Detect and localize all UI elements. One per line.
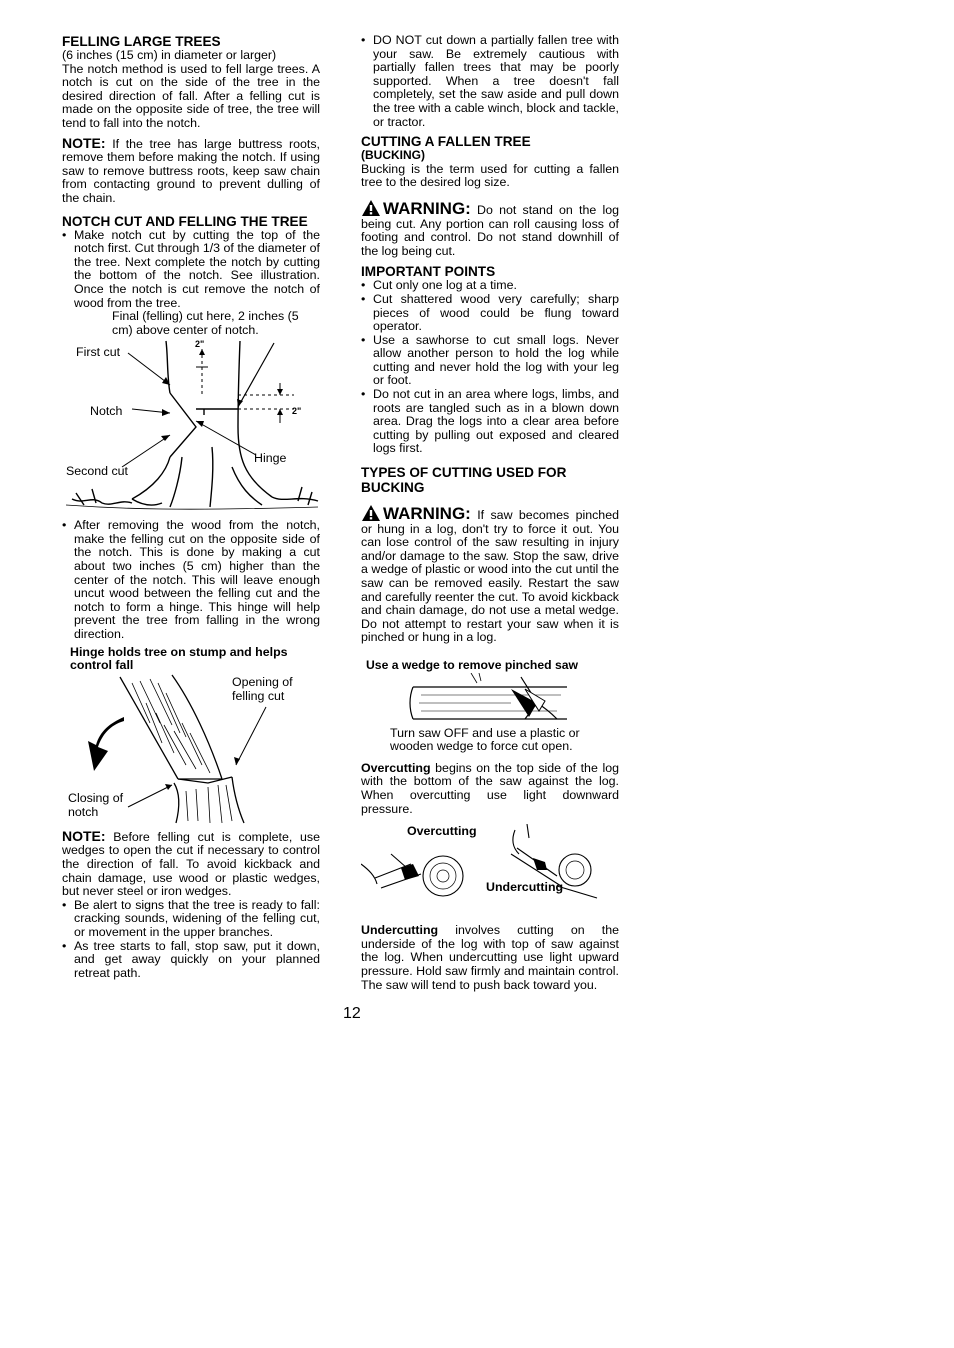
wedge-diagram — [361, 673, 619, 727]
label-opening-text: Opening of felling cut — [232, 674, 293, 703]
important-point: • Use a sawhorse to cut small logs. Never allow another person to hold the log while cutting and never hold the log with your leg or foot. — [361, 334, 619, 388]
wedge-illustration — [361, 673, 619, 727]
wedge-subcaption: Turn saw OFF and use a plastic or wooden wedge to force cut open. — [390, 725, 580, 754]
note-text: If the tree has large buttress roots, remove them before making the notch. If using saw to remove buttress roots, keep saw chain from contacting ground to prevent dulling of the chain. — [62, 136, 320, 205]
undercutting-paragraph — [361, 924, 619, 992]
note2-text: Before felling cut is complete, use wedges to open the cut if necessary to control the direction of fall. To avoid kickback and chain damage, use wood or plastic wedges, but never steel or iron wedges. — [62, 829, 320, 899]
notch-list-2 — [62, 519, 320, 641]
felling-heading: FELLING LARGE TREES — [62, 34, 221, 49]
note-label: NOTE: — [62, 134, 106, 151]
label-hinge: Hinge — [254, 451, 287, 466]
page-number: 12 — [343, 1005, 361, 1022]
bullet-fall: • As tree starts to fall, stop saw, put it down, and get away quickly on your planned retreat path. — [62, 940, 320, 981]
important-point: • Do not cut in an area where logs, limbs, and roots are tangled such as in a blown down area. Drag the logs into a clear area before cutting by pulling out exposed and cleared logs first. — [361, 388, 619, 456]
types-heading: TYPES OF CUTTING USED FOR BUCKING — [361, 465, 567, 496]
label-dim-top: 2" — [195, 339, 205, 350]
left-column — [62, 34, 320, 980]
fallen-heading: CUTTING A FALLEN TREE — [361, 134, 531, 150]
overcutting-term: Overcutting — [361, 760, 431, 775]
warning-word: WARNING: — [383, 198, 471, 218]
final-cut-caption: Final (felling) cut here, 2 inches (5 cm) above center of notch. — [112, 309, 299, 337]
label-closing-text: Closing of notch — [68, 790, 124, 819]
notch-diagram — [62, 337, 320, 517]
felling-subheading: (6 inches (15 cm) in diameter or larger) — [62, 48, 277, 62]
undercutting-text: involves cutting on the underside of the log with top of saw against the log. When undercutting use light upward pressure. Hold saw firmly and maintain control. The saw will tend to push back toward you. — [361, 923, 619, 992]
important-heading: IMPORTANT POINTS — [361, 264, 496, 280]
label-notch: Notch — [90, 404, 123, 419]
notch-list — [62, 229, 320, 311]
falling-list — [62, 899, 320, 981]
warning-stand-text: Do not stand on the log being cut. Any portion can roll causing loss of footing and control. Do not stand downhill of the log being cut. — [361, 202, 619, 258]
label-second-cut: Second cut — [66, 464, 128, 479]
overcutting-paragraph — [361, 762, 619, 816]
cutting-diagram — [361, 824, 619, 918]
bucking-subheading: (BUCKING) — [361, 148, 425, 163]
notch-heading: NOTCH CUT AND FELLING THE TREE — [62, 213, 308, 229]
warning-stand — [361, 199, 619, 258]
notch-illustration — [62, 337, 320, 517]
label-opening — [232, 675, 312, 703]
warning-triangle-icon — [361, 504, 381, 522]
hinge-caption: Hinge holds tree on stump and helps control fall — [70, 644, 288, 673]
overcutting-text: begins on the top side of the log with the bottom of the saw against the log. When overcutting use light downward pressure. — [361, 760, 619, 816]
label-closing — [68, 791, 148, 819]
bullet-alert: • Be alert to signs that the tree is ready to fall: cracking sounds, widening of the felling cut, or movement in the upper branches. — [62, 899, 320, 940]
note-buttress — [62, 134, 320, 206]
partial-list — [361, 34, 619, 129]
warning-pinched-text: If saw becomes pinched or hung in a log, don't try to force it out. You can lose control of the saw resulting in injury and/or damage to the saw. Stop the saw, drive a wedge of plastic or wood into the cut until the saw can be removed easily. Restart the saw and carefully reenter the cut. To avoid kickback and chain damage, do not use a metal wedge. Do not attempt to restart your saw when it is pinched or hung in a log. — [361, 508, 619, 645]
warning-word: WARNING: — [383, 504, 471, 524]
label-undercutting: Undercutting — [486, 880, 564, 895]
hinge-diagram — [62, 673, 320, 828]
label-first-cut: First cut — [76, 345, 121, 360]
warning-triangle-icon — [361, 199, 381, 217]
important-point: • Cut only one log at a time. — [361, 279, 619, 293]
right-column — [361, 34, 619, 992]
warning-pinched — [361, 504, 619, 645]
label-overcutting: Overcutting — [407, 824, 477, 839]
cutting-illustration — [361, 824, 619, 918]
important-list — [361, 279, 619, 456]
bucking-body: Bucking is the term used for cutting a fallen tree to the desired log size. — [361, 161, 619, 190]
undercutting-term: Undercutting — [361, 923, 439, 938]
bullet-partial-tree: • DO NOT cut down a partially fallen tree with your saw. Be extremely cautious with partially fallen trees that may be poorly supported. When a tree doesn't fall completely, set the saw aside and pull down the tree with a cable winch, block and tackle, or tractor. — [361, 34, 619, 129]
notch-bullet-2: • After removing the wood from the notch, make the felling cut on the opposite side of the notch. This is done by making a cut about two inches (5 cm) higher than the center of the notch. This will leave enough uncut wood between the felling cut and the notch to form a hinge. This hinge will help prevent the tree from falling in the wrong direction. — [62, 519, 320, 641]
label-dim-side: 2" — [292, 406, 302, 417]
note-wedges — [62, 827, 320, 899]
note2-label: NOTE: — [62, 827, 106, 844]
wedge-caption: Use a wedge to remove pinched saw — [366, 657, 578, 672]
felling-body: The notch method is used to fell large trees. A notch is cut on the side of the tree in the desired direction of fall. After a felling cut is made on the opposite side of tree, the tree will tend to fall into the notch. — [62, 61, 320, 130]
important-point: • Cut shattered wood very carefully; sharp pieces of wood could be flung toward operator. — [361, 293, 619, 334]
notch-bullet-1: • Make notch cut by cutting the top of the notch first. Cut through 1/3 of the diameter of the tree. Next complete the notch by cutting the bottom of the notch. See illustration. Once the notch is cut remove the notch of wood from the tree. — [62, 229, 320, 311]
